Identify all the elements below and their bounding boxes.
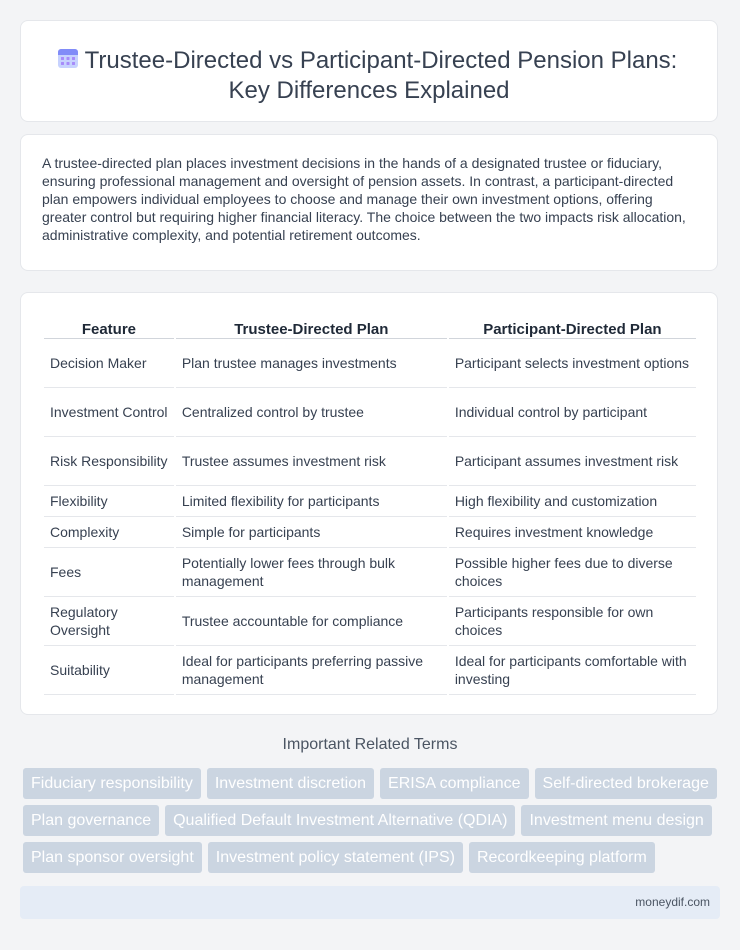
table-row	[44, 646, 696, 695]
related-terms-heading: Important Related Terms	[282, 736, 458, 753]
table-header-row	[44, 314, 696, 339]
intro-paragraph: A trustee-directed plan places investment decisions in the hands of a designated trustee or fiduciary, ensuring professional management and oversight of pension assets. In contrast, a participant-directed plan empowers individual employees to choose and manage their own investment options, offering greater control but requiring higher financial literacy. The choice between the two impacts risk allocation, administrative complexity, and potential retirement outcomes.	[42, 155, 686, 243]
term-tag[interactable]: ERISA compliance	[380, 768, 529, 799]
title-line-2: Key Differences Explained	[228, 77, 510, 104]
comparison-card	[20, 292, 718, 715]
table-row	[44, 388, 696, 437]
trustee-cell: Plan trustee manages investments	[176, 339, 447, 388]
term-tag[interactable]: Recordkeeping platform	[469, 842, 655, 873]
trustee-cell: Trustee accountable for compliance	[176, 597, 447, 646]
participant-cell: High flexibility and customization	[449, 486, 696, 517]
header-feature: Feature	[44, 314, 174, 339]
participant-cell: Participants responsible for own choices	[449, 597, 696, 646]
feature-cell: Decision Maker	[44, 339, 174, 388]
trustee-cell: Potentially lower fees through bulk management	[176, 548, 447, 597]
title-line-1: Trustee-Directed vs Participant-Directed Pension Plans:	[84, 47, 678, 74]
feature-cell: Complexity	[44, 517, 174, 548]
trustee-cell: Centralized control by trustee	[176, 388, 447, 437]
term-tag[interactable]: Plan sponsor oversight	[23, 842, 202, 873]
term-tag[interactable]: Investment policy statement (IPS)	[208, 842, 463, 873]
table-row	[44, 597, 696, 646]
term-tag[interactable]: Fiduciary responsibility	[23, 768, 201, 799]
feature-cell: Regulatory Oversight	[44, 597, 174, 646]
trustee-cell: Simple for participants	[176, 517, 447, 548]
table-row	[44, 486, 696, 517]
feature-cell: Fees	[44, 548, 174, 597]
trustee-cell: Trustee assumes investment risk	[176, 437, 447, 486]
table-row	[44, 339, 696, 388]
feature-cell: Suitability	[44, 646, 174, 695]
intro-card	[20, 134, 718, 271]
participant-cell: Possible higher fees due to diverse choices	[449, 548, 696, 597]
feature-cell: Flexibility	[44, 486, 174, 517]
term-tag[interactable]: Self-directed brokerage	[535, 768, 717, 799]
title-card	[20, 20, 718, 122]
header-trustee: Trustee-Directed Plan	[176, 314, 447, 339]
header-participant: Participant-Directed Plan	[449, 314, 696, 339]
footer-bar	[20, 886, 720, 919]
term-tag[interactable]: Investment menu design	[521, 805, 711, 836]
trustee-cell: Ideal for participants preferring passive management	[176, 646, 447, 695]
comparison-table	[42, 314, 698, 695]
participant-cell: Requires investment knowledge	[449, 517, 696, 548]
trustee-cell: Limited flexibility for participants	[176, 486, 447, 517]
related-terms-list	[23, 768, 723, 873]
footer-site-link[interactable]: moneydif.com	[635, 895, 710, 909]
feature-cell: Risk Responsibility	[44, 437, 174, 486]
participant-cell: Ideal for participants comfortable with investing	[449, 646, 696, 695]
term-tag[interactable]: Qualified Default Investment Alternative (QDIA)	[165, 805, 515, 836]
table-row	[44, 548, 696, 597]
term-tag[interactable]: Investment discretion	[207, 768, 374, 799]
participant-cell: Individual control by participant	[449, 388, 696, 437]
page-title	[21, 46, 717, 106]
table-row	[44, 437, 696, 486]
participant-cell: Participant assumes investment risk	[449, 437, 696, 486]
term-tag[interactable]: Plan governance	[23, 805, 159, 836]
table-row	[44, 517, 696, 548]
feature-cell: Investment Control	[44, 388, 174, 437]
participant-cell: Participant selects investment options	[449, 339, 696, 388]
